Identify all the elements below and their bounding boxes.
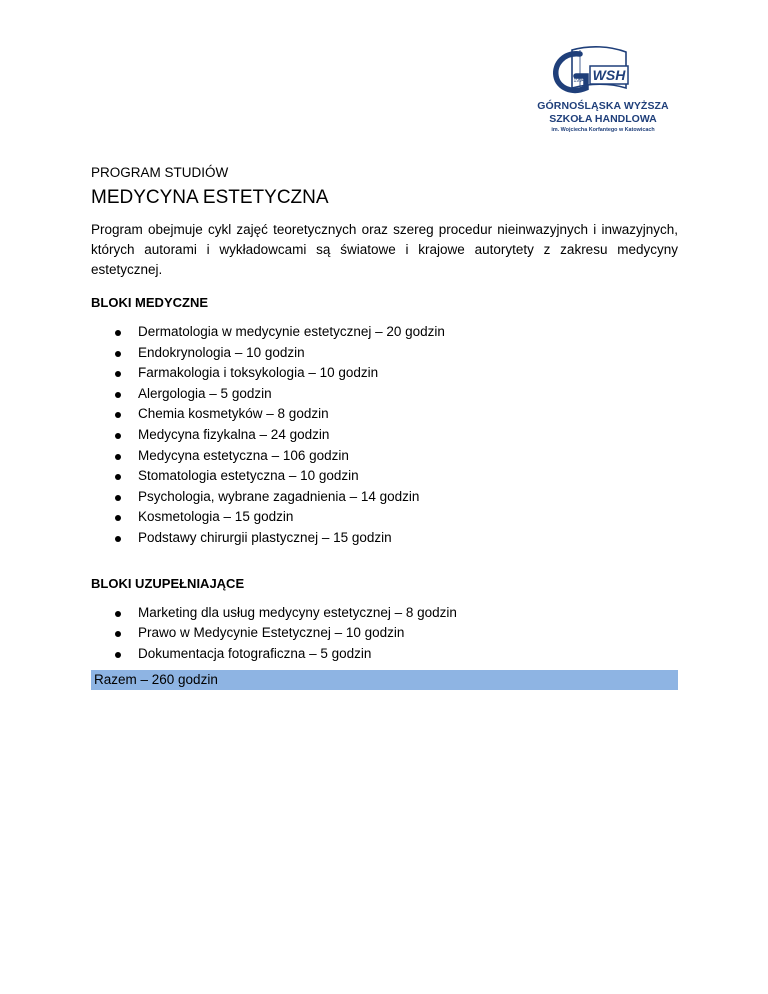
bullet-icon (115, 433, 121, 439)
bullet-icon (115, 371, 121, 377)
logo-year: 1994 (573, 78, 585, 84)
bullet-icon (115, 631, 121, 637)
total-hours: Razem – 260 godzin (91, 670, 678, 690)
list-item (91, 404, 678, 425)
list-item (91, 528, 678, 549)
section-heading-supplementary: BLOKI UZUPEŁNIAJĄCE (91, 575, 245, 591)
list-item (91, 644, 678, 665)
gwsh-logo-mark (550, 44, 656, 98)
list-item (91, 384, 678, 405)
list-item-text: Dermatologia w medycynie estetycznej – 20 godzin (138, 324, 445, 339)
list-item (91, 363, 678, 384)
logo-line-3: im. Wojciecha Korfantego w Katowicach (551, 127, 655, 133)
list-item (91, 507, 678, 528)
list-item-text: Medycyna estetyczna – 106 godzin (138, 447, 349, 463)
page-title: MEDYCYNA ESTETYCZNA (91, 187, 329, 208)
bullet-icon (115, 351, 121, 357)
list-item (91, 343, 678, 364)
logo-line-2: SZKOŁA HANDLOWA (549, 113, 657, 125)
bullet-icon (115, 474, 121, 480)
bullet-icon (115, 392, 121, 398)
list-item-text: Stomatologia estetyczna – 10 godzin (138, 468, 359, 484)
logo-line-1: GÓRNOŚLĄSKA WYŻSZA (537, 100, 669, 112)
bullet-icon (115, 495, 121, 501)
list-item (91, 322, 678, 343)
medical-blocks-list (91, 322, 678, 549)
list-item (91, 487, 678, 508)
list-item (91, 446, 678, 467)
list-item-text: Farmakologia i toksykologia – 10 godzin (138, 365, 379, 381)
bullet-icon (115, 536, 121, 542)
list-item (91, 466, 678, 487)
list-item (91, 603, 678, 624)
list-item-text: Alergologia – 5 godzin (138, 385, 272, 401)
list-item-text: Kosmetologia – 15 godzin (138, 509, 294, 525)
bullet-icon (115, 330, 121, 336)
list-item-text: Medycyna fizykalna – 24 godzin (138, 426, 330, 442)
list-item-text: Endokrynologia – 10 godzin (138, 344, 305, 360)
intro-paragraph: Program obejmuje cykl zajęć teoretycznych oraz szereg procedur nieinwazyjnych i inwazyjnych, których autorami i wykładowcami są światowe i krajowe autorytety z zakresu medycyny estetycznej. (91, 222, 678, 277)
bullet-icon (115, 412, 121, 418)
list-item (91, 425, 678, 446)
list-item-text: Dokumentacja fotograficzna – 5 godzin (138, 645, 372, 661)
bullet-icon (115, 611, 121, 617)
list-item-text: Chemia kosmetyków – 8 godzin (138, 406, 329, 422)
supplementary-blocks-list (91, 603, 678, 665)
section-heading-medical: BLOKI MEDYCZNE (91, 295, 208, 310)
list-item-text: Marketing dla usług medycyny estetycznej – 8 godzin (138, 604, 457, 620)
document-eyebrow: PROGRAM STUDIÓW (91, 165, 229, 180)
bullet-icon (115, 652, 121, 658)
gwsh-logo (528, 44, 678, 136)
list-item-text: Prawo w Medycynie Estetycznej – 10 godzin (138, 625, 405, 641)
list-item-text: Psychologia, wybrane zagadnienia – 14 godzin (138, 488, 420, 504)
document-body (91, 164, 678, 690)
bullet-icon (115, 454, 121, 460)
list-item (91, 623, 678, 644)
list-item-text: Podstawy chirurgii plastycznej – 15 godzin (138, 529, 392, 545)
bullet-icon (115, 515, 121, 521)
svg-text:WSH: WSH (592, 67, 626, 83)
